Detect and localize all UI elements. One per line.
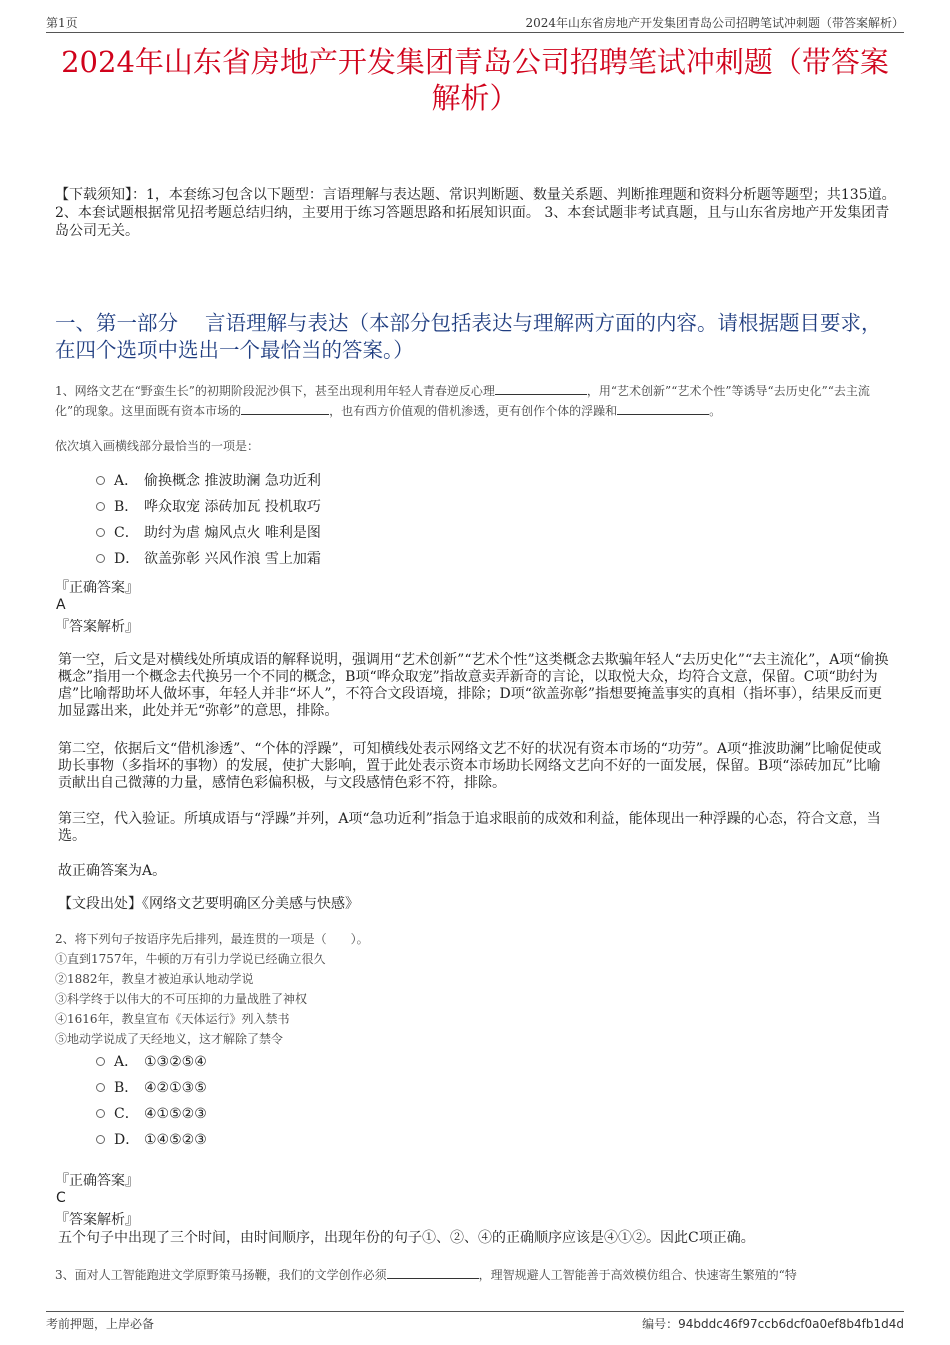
question-3-stem [55,1265,892,1285]
notice-text: ：1，本套练习包含以下题型：言语理解与表达题、常识判断题、数量关系题、判断推理题和资料分析题等题型；共135道。 2、本套试题根据常见招考题总结归纳，主要用于练习答题思路和拓展知识面。 3、本套试题非考试真题，且与山东省房地产开发集团青岛公司无关。 [55,187,896,239]
radio-icon[interactable] [96,502,105,511]
footer-code [642,1315,904,1332]
footer-divider [46,1311,904,1312]
footer-code-label: 编号： [642,1317,679,1331]
q2-option-d[interactable]: D． ①④⑤②③ [96,1130,207,1150]
question-2-stem: 2、将下列句子按语序先后排列，最连贯的一项是（ ）。 [55,932,369,946]
q1-text-part2: ，用“艺术创新”“艺术个性”等诱导“去历史化”“去主流化”的现象。这里面既有资本市场的 [55,384,870,418]
q2-sentence: ⑤地动学说成了天经地义，这才解除了禁令 [55,1032,284,1046]
fill-blank-2 [241,402,329,415]
section-heading: 一、第一部分 言语理解与表达（本部分包括表达与理解两方面的内容。请根据题目要求，在四个选项中选出一个最恰当的答案。） [55,311,882,362]
q1-option-c[interactable]: C． 助纣为虐 煽风点火 唯利是图 [96,523,321,543]
header-divider [46,32,904,33]
q1-text-part1: 1、网络文艺在“野蛮生长”的初期阶段泥沙俱下，甚至出现利用年轻人青春逆反心理 [55,384,495,398]
q3-text-part1: 3、面对人工智能跑进文学原野策马扬鞭，我们的文学创作必须 [55,1268,387,1282]
fill-blank [387,1266,479,1279]
page-number: 第1页 [46,16,78,30]
q2-sentence: ③科学终于以伟大的不可压抑的力量战胜了神权 [55,992,308,1006]
q2-answer-label: 『正确答案』 [55,1173,139,1189]
download-notice [55,186,898,240]
q2-sentence: ②1882年，教皇才被迫承认地动学说 [55,972,254,986]
q2-analysis-label: 『答案解析』 [55,1212,139,1228]
q1-analysis-label: 『答案解析』 [55,619,139,635]
q2-sentence: ④1616年，教皇宣布《天体运行》列入禁书 [55,1012,290,1026]
q2-option-c[interactable]: C． ④①⑤②③ [96,1104,207,1124]
q1-analysis-para1: 第一空，后文是对横线处所填成语的解释说明，强调用“艺术创新”“艺术个性”这类概念去欺骗年轻人“去历史化”“去主流化”，A项“偷换概念”指用一个概念去代换另一个不同的概念，B项“哗众取宠”指故意卖弄新奇的言论，以取悦大众，均符合文意，保留。C项“助纣为虐”比喻帮助坏人做坏事，年轻人并非“坏人”，不符合文段语境，排除；D项“欲盖弥彰”指想要掩盖事实的真相（指坏事），结果反而更加显露出来，此处并无“弥彰”的意思，排除。 [58,652,889,719]
q1-analysis-para2: 第二空，依据后文“借机渗透”、“个体的浮躁”，可知横线处表示网络文艺不好的状况有资本市场的“功劳”。A项“推波助澜”比喻促使或助长事物（多指坏的事物）的发展，使扩大影响，置于此处表示资本市场助长网络文艺向不好的一面发展，保留。B项“添砖加瓦”比喻贡献出自己微薄的力量，感情色彩偏积极，与文段感情色彩不符，排除。 [58,741,882,791]
q1-answer: A [56,597,66,613]
q1-option-d[interactable]: D． 欲盖弥彰 兴风作浪 雪上加霜 [96,549,321,569]
q1-analysis-para3: 第三空，代入验证。所填成语与“浮躁”并列，A项“急功近利”指急于追求眼前的成效和利益，能体现出一种浮躁的心态，符合文意，当选。 [58,811,881,844]
q1-option-a[interactable]: A． 偷换概念 推波助澜 急功近利 [96,471,321,491]
document-title: 2024年山东省房地产开发集团青岛公司招聘笔试冲刺题（带答案解析） [61,45,889,115]
q1-analysis-conclusion: 故正确答案为A。 [58,863,167,879]
footer-slogan: 考前押题，上岸必备 [46,1317,155,1331]
radio-icon[interactable] [96,1135,105,1144]
page-header [46,14,904,32]
q2-option-b[interactable]: B． ④②①③⑤ [96,1078,207,1098]
q2-option-a[interactable]: A． ①③②⑤④ [96,1052,207,1072]
q2-analysis: 五个句子中出现了三个时间，由时间顺序，出现年份的句子①、②、④的正确顺序应该是④①②。因此C项正确。 [58,1230,755,1246]
fill-blank-1 [495,382,587,395]
radio-icon[interactable] [96,1057,105,1066]
q1-answer-label: 『正确答案』 [55,580,139,596]
q1-option-b[interactable]: B． 哗众取宠 添砖加瓦 投机取巧 [96,497,321,517]
q2-sentence: ①直到1757年，牛顿的万有引力学说已经确立很久 [55,952,326,966]
question-1-stem [55,381,892,421]
q1-source: 【文段出处】《网络文艺要明确区分美感与快感》 [58,896,359,912]
radio-icon[interactable] [96,476,105,485]
notice-label: 【下载须知】 [55,187,132,203]
q1-text-part3: ，也有西方价值观的借机渗透，更有创作个体的浮躁和 [329,404,618,418]
header-doc-title: 2024年山东省房地产开发集团青岛公司招聘笔试冲刺题（带答案解析） [525,16,904,30]
q2-answer: C [56,1190,66,1206]
fill-blank-3 [617,402,709,415]
question-1-prompt: 依次填入画横线部分最恰当的一项是： [55,439,260,453]
q1-text-part4: 。 [709,404,722,418]
radio-icon[interactable] [96,528,105,537]
radio-icon[interactable] [96,1083,105,1092]
radio-icon[interactable] [96,1109,105,1118]
radio-icon[interactable] [96,554,105,563]
q3-text-part2: ，理智规避人工智能善于高效模仿组合、快速寄生繁殖的“特 [478,1268,797,1282]
footer-code-value: 94bddc46f97ccb6dcf0a0ef8b4fb1d4d [678,1317,904,1331]
